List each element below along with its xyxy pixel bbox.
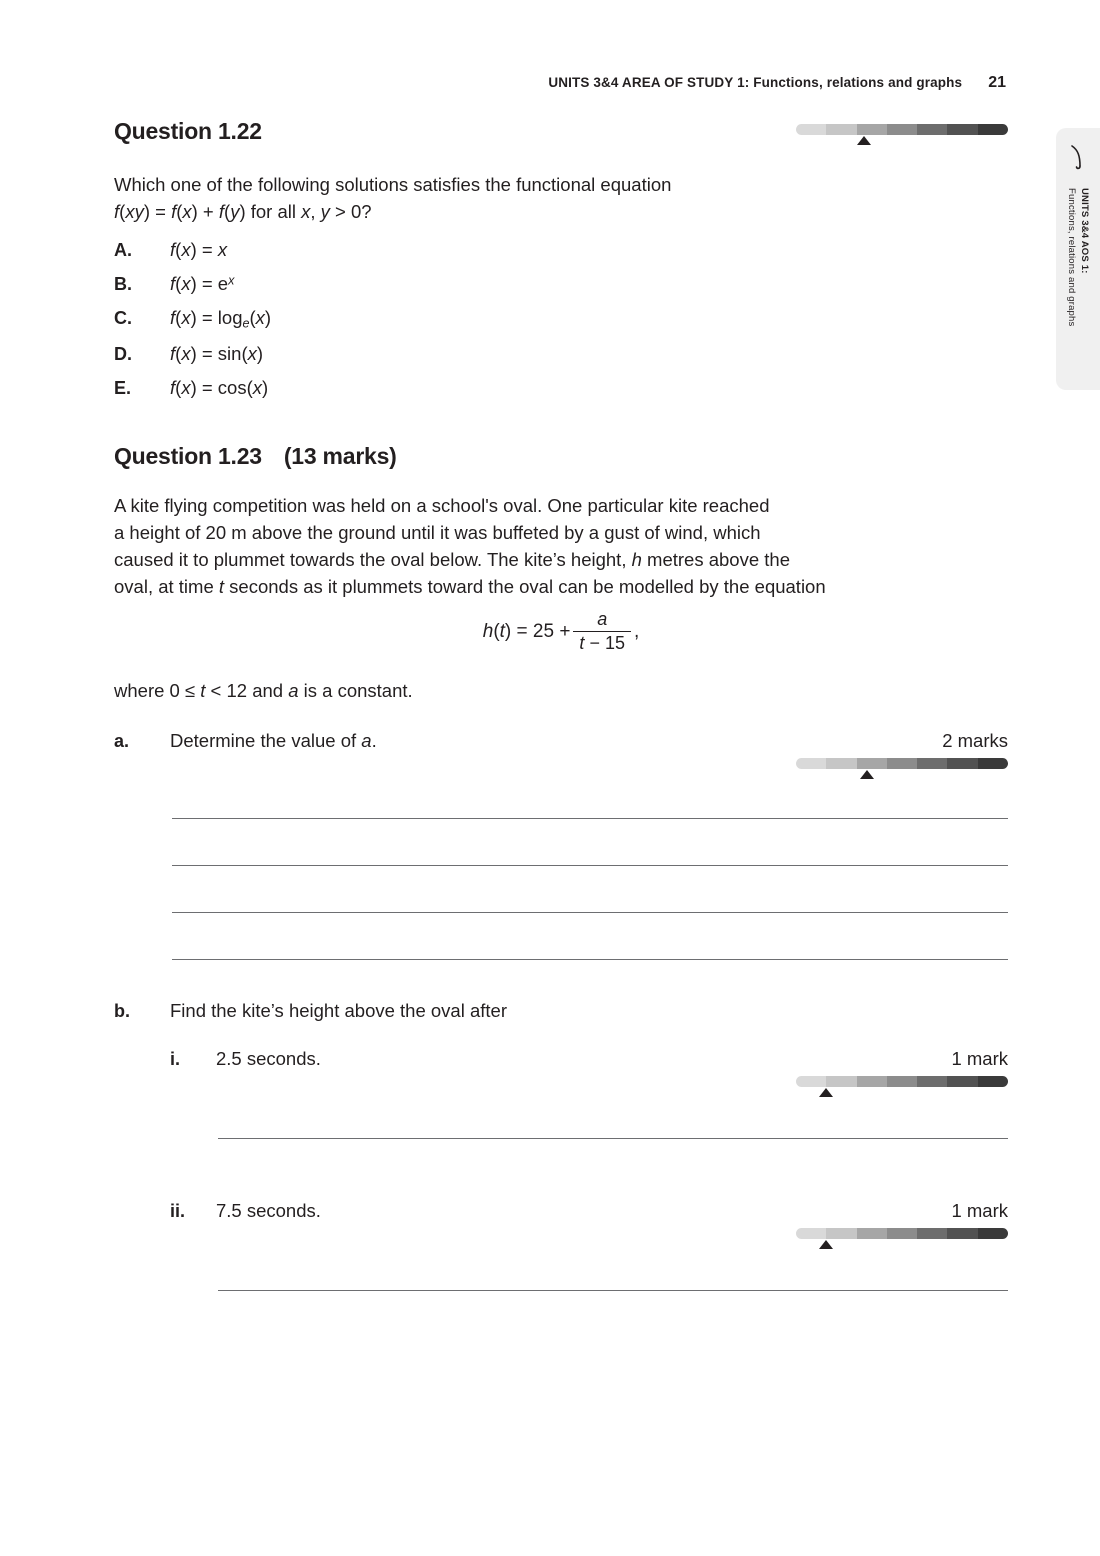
question-1-23-stem	[114, 492, 1008, 600]
part-b-ii-label: ii.	[170, 1200, 186, 1221]
difficulty-segment	[947, 1228, 977, 1239]
option-a[interactable]	[114, 239, 1008, 261]
difficulty-segment	[887, 758, 917, 769]
part-b-ii-text: 7.5 seconds.	[216, 1199, 321, 1221]
difficulty-segment	[796, 124, 826, 135]
difficulty-marker	[860, 770, 874, 779]
part-a-row	[114, 730, 1008, 752]
stem-line-2: f(xy) = f(x) + f(y) for all x, y > 0?	[114, 201, 372, 222]
part-b-ii-row	[114, 1200, 1008, 1222]
part-b-row	[114, 1000, 1008, 1022]
part-a-text: Determine the value of a.	[170, 729, 377, 751]
option-b-expression: $f(x) = e^x$	[170, 273, 235, 294]
option-c[interactable]	[114, 307, 1008, 331]
difficulty-segment	[857, 1228, 887, 1239]
answer-line[interactable]	[218, 1290, 1008, 1291]
difficulty-bar-segments	[796, 124, 1008, 135]
difficulty-segment	[978, 124, 1008, 135]
question-1-23-condition: where 0 ≤ t < 12 and a is a constant.	[114, 679, 413, 701]
side-tab-line-2: Functions, relations and graphs	[1066, 188, 1077, 327]
difficulty-bar-part-a	[796, 758, 1008, 778]
difficulty-segment	[796, 1076, 826, 1087]
difficulty-marker	[819, 1088, 833, 1097]
option-e-expression: f(x) = cos(x)	[170, 376, 269, 398]
difficulty-segment	[887, 1076, 917, 1087]
part-b-i-row	[114, 1048, 1008, 1070]
part-b-i-marks: 1 mark	[951, 1047, 1008, 1069]
option-e-label: E.	[114, 377, 132, 398]
part-b-ii-marks: 1 mark	[951, 1199, 1008, 1221]
question-1-22-options	[114, 239, 1008, 399]
page-number: 21	[988, 74, 1006, 91]
stem-line-3: caused it to plummet towards the oval below. The kite’s height, h metres above the	[114, 548, 790, 570]
difficulty-marker	[857, 136, 871, 145]
page-header	[548, 74, 1006, 92]
difficulty-segment	[857, 758, 887, 769]
question-1-22-heading: Question 1.22	[114, 118, 262, 144]
option-b[interactable]	[114, 273, 1008, 295]
difficulty-segment	[857, 1076, 887, 1087]
equation-denominator: t − 15	[573, 631, 631, 654]
difficulty-segment	[978, 1076, 1008, 1087]
difficulty-bar-segments	[796, 1076, 1008, 1087]
equation-numerator: a	[597, 608, 608, 629]
difficulty-segment	[826, 1076, 856, 1087]
difficulty-segment	[796, 1228, 826, 1239]
option-d-expression: f(x) = sin(x)	[170, 342, 264, 364]
part-b-subpart-i	[114, 1048, 1008, 1168]
question-1-23-part-a	[114, 730, 1008, 926]
equation-lhs: h(t) = 25 +	[482, 621, 571, 643]
difficulty-segment	[826, 758, 856, 769]
difficulty-segment	[826, 124, 856, 135]
answer-line[interactable]	[218, 1138, 1008, 1139]
option-a-expression: f(x) = x	[170, 239, 228, 260]
part-b-label: b.	[114, 1000, 130, 1021]
difficulty-bar-q122	[796, 124, 1008, 144]
side-tab	[1056, 128, 1100, 390]
difficulty-bar-segments	[796, 1228, 1008, 1239]
difficulty-segment	[978, 1228, 1008, 1239]
part-b-text: Find the kite’s height above the oval after	[170, 999, 507, 1021]
difficulty-bar-part-b-ii	[796, 1228, 1008, 1248]
part-b-i-label: i.	[170, 1048, 181, 1069]
stem-line-1: A kite flying competition was held on a school's oval. One particular kite reached	[114, 494, 770, 516]
part-b-subpart-ii	[114, 1200, 1008, 1320]
difficulty-segment	[796, 758, 826, 769]
bookmark-curl-icon	[1068, 144, 1090, 170]
side-tab-line-1: UNITS 3&4 AOS 1:	[1079, 188, 1090, 274]
option-e[interactable]	[114, 377, 1008, 399]
stem-line-2: a height of 20 m above the ground until it was buffeted by a gust of wind, which	[114, 521, 761, 543]
question-1-22-stem	[114, 171, 1008, 225]
equation-comma: ,	[633, 621, 640, 643]
question-1-23-heading: Question 1.23	[114, 442, 262, 469]
answer-line[interactable]	[172, 959, 1008, 960]
question-1-23-heading-row	[114, 443, 1008, 470]
option-d-label: D.	[114, 343, 132, 364]
question-1-23-marks: (13 marks)	[283, 442, 397, 469]
difficulty-segment	[887, 1228, 917, 1239]
difficulty-segment	[887, 124, 917, 135]
option-c-expression: $f(x) = \log_e(x)$	[170, 307, 272, 331]
option-d[interactable]	[114, 343, 1008, 365]
question-1-23-part-b	[114, 1000, 1008, 1320]
part-b-i-text: 2.5 seconds.	[216, 1047, 321, 1069]
difficulty-segment	[978, 758, 1008, 769]
difficulty-segment	[917, 1076, 947, 1087]
part-a-label: a.	[114, 730, 130, 751]
option-c-label: C.	[114, 308, 132, 328]
difficulty-bar-part-b-i	[796, 1076, 1008, 1096]
stem-line-1: Which one of the following solutions satisfies the functional equation	[114, 174, 672, 195]
difficulty-segment	[917, 124, 947, 135]
difficulty-segment	[917, 758, 947, 769]
stem-line-4: oval, at time t seconds as it plummets toward the oval can be modelled by the equation	[114, 575, 826, 597]
answer-line[interactable]	[172, 912, 1008, 913]
part-a-marks: 2 marks	[942, 729, 1008, 751]
answer-line[interactable]	[172, 865, 1008, 866]
question-1-23	[114, 443, 1008, 1320]
difficulty-segment	[947, 758, 977, 769]
difficulty-segment	[947, 1076, 977, 1087]
difficulty-bar-segments	[796, 758, 1008, 769]
kite-height-equation	[114, 610, 1008, 655]
side-tab-text	[1056, 188, 1100, 384]
difficulty-segment	[826, 1228, 856, 1239]
answer-line[interactable]	[172, 818, 1008, 819]
question-1-22	[114, 118, 1008, 399]
option-a-label: A.	[114, 240, 132, 260]
equation-fraction	[573, 609, 631, 654]
difficulty-segment	[857, 124, 887, 135]
page-content	[114, 118, 1008, 1320]
option-b-label: B.	[114, 274, 132, 294]
difficulty-marker	[819, 1240, 833, 1249]
header-title: UNITS 3&4 AREA OF STUDY 1: Functions, relations and graphs	[548, 75, 963, 90]
difficulty-segment	[947, 124, 977, 135]
difficulty-segment	[917, 1228, 947, 1239]
